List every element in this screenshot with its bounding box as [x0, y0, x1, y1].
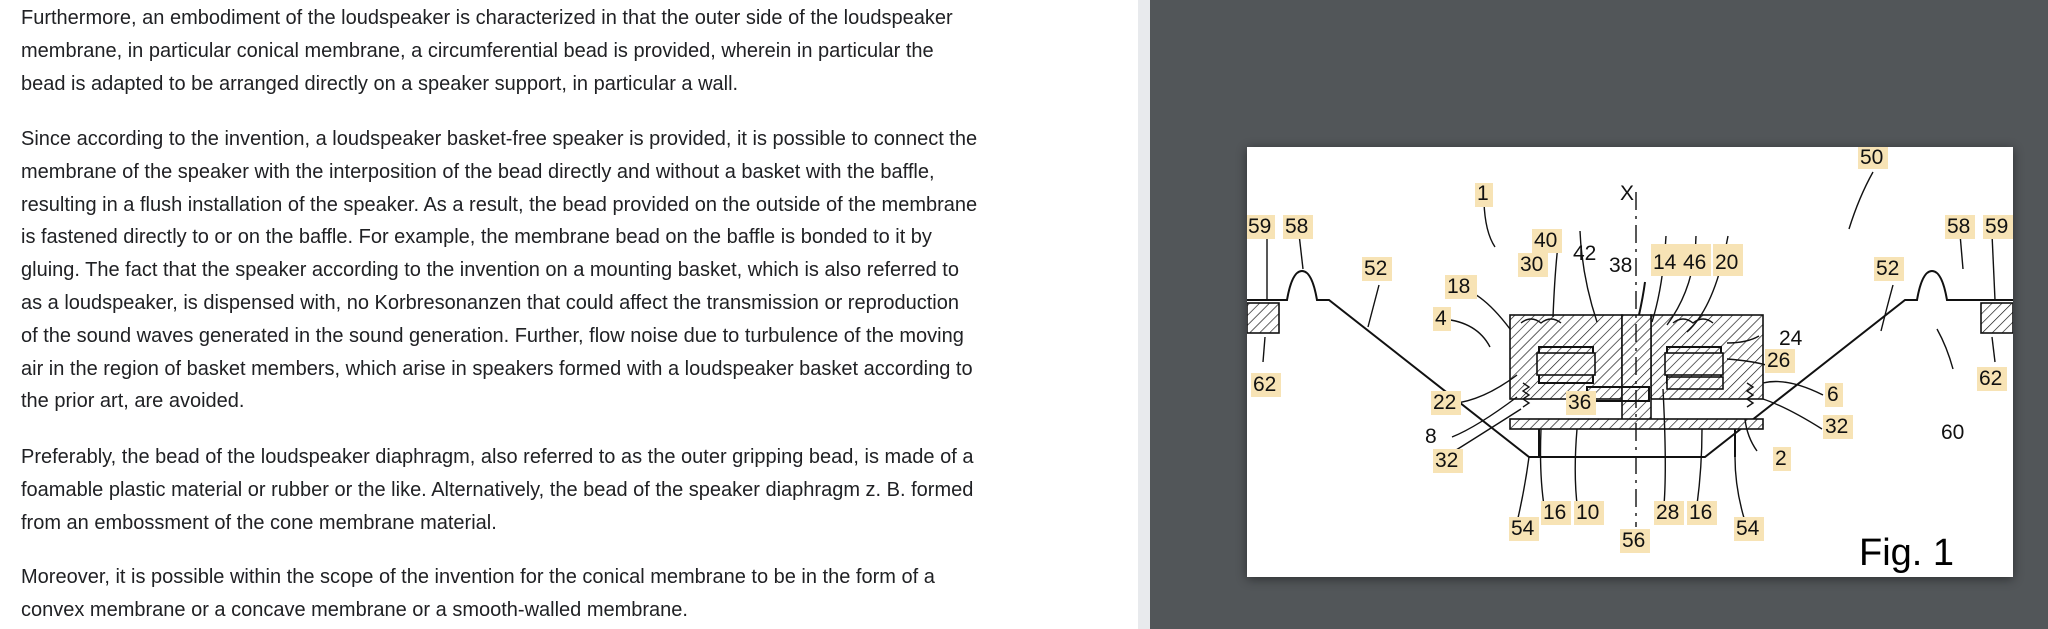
label-36: 36 [1568, 391, 1592, 414]
axis-label-x: X [1620, 182, 1635, 205]
label-46: 46 [1683, 251, 1707, 274]
label-4: 4 [1435, 307, 1447, 330]
label-52-right: 52 [1876, 257, 1900, 280]
label-16-left: 16 [1543, 501, 1567, 524]
label-58-left: 58 [1285, 215, 1309, 238]
label-54-right: 54 [1736, 517, 1760, 540]
label-62-right: 62 [1979, 367, 2003, 390]
label-26: 26 [1767, 349, 1791, 372]
label-42: 42 [1573, 242, 1597, 265]
loudspeaker-drawing [1247, 147, 2013, 577]
paragraph-basket-free: Since according to the invention, a loudspeaker basket-free speaker is provided, it is possible to connect the membrane of the speaker with the interposition of the bead directly and without a basket with the baffle, resulting in a flush installation of the speaker. As a result, the bead provided on the outside of the membrane is fastened directly to or on the baffle. For example, the membrane bead on the baffle is bonded to it by gluing. The fact that the speaker according to the invention on a mounting basket, which is also referred to as a loudspeaker, is dispensed with, no Korbresonanzen that could affect the transmission or reproduction of the sound waves generated in the sound generation. Further, flow noise due to turbulence of the moving air in the region of basket members, which arise in speakers formed with a loudspeaker basket according to the prior art, are avoided. [21, 128, 978, 413]
label-56: 56 [1622, 529, 1646, 552]
label-38: 38 [1609, 254, 1633, 277]
figure-caption: Fig. 1 [1859, 532, 1955, 574]
paragraph-bead-embodiment: Furthermore, an embodiment of the loudspeaker is characterized in that the outer side of the loudspeaker membrane, in particular conical membrane, a circumferential bead is provided, wherein in particular the bead is adapted to be arranged directly on a speaker support, in particular a wall. [21, 7, 953, 95]
label-50: 50 [1860, 147, 1884, 169]
label-32-right: 32 [1825, 415, 1849, 438]
paragraph-bead-material: Preferably, the bead of the loudspeaker diaphragm, also referred to as the outer gripping bead, is made of a foamable plastic material or rubber or the like. Alternatively, the bead of the speaker diaphragm z. B. formed from an embossment of the cone membrane material. [21, 446, 974, 534]
label-14: 14 [1653, 251, 1677, 274]
label-6: 6 [1827, 383, 1839, 406]
label-1: 1 [1477, 182, 1489, 205]
label-8: 8 [1425, 425, 1437, 448]
paragraph-membrane-shape: Moreover, it is possible within the scope of the invention for the conical membrane to be in the form of a convex membrane or a concave membrane or a smooth-walled membrane. [21, 566, 935, 621]
label-60: 60 [1941, 421, 1965, 444]
label-30: 30 [1520, 253, 1544, 276]
label-24: 24 [1779, 327, 1803, 350]
label-59-left: 59 [1248, 215, 1272, 238]
label-28: 28 [1656, 501, 1680, 524]
label-20: 20 [1715, 251, 1739, 274]
label-32-left: 32 [1435, 449, 1459, 472]
label-40: 40 [1534, 229, 1558, 252]
label-22: 22 [1433, 391, 1457, 414]
label-10: 10 [1576, 501, 1600, 524]
patent-figure[interactable] [1247, 147, 2013, 577]
label-2: 2 [1775, 447, 1787, 470]
label-52-left: 52 [1364, 257, 1388, 280]
label-58-right: 58 [1947, 215, 1971, 238]
pane-divider[interactable] [1138, 0, 1150, 629]
label-18: 18 [1447, 275, 1471, 298]
label-54-left: 54 [1511, 517, 1535, 540]
label-62-left: 62 [1253, 373, 1277, 396]
label-16-right: 16 [1689, 501, 1713, 524]
label-59-right: 59 [1985, 215, 2009, 238]
